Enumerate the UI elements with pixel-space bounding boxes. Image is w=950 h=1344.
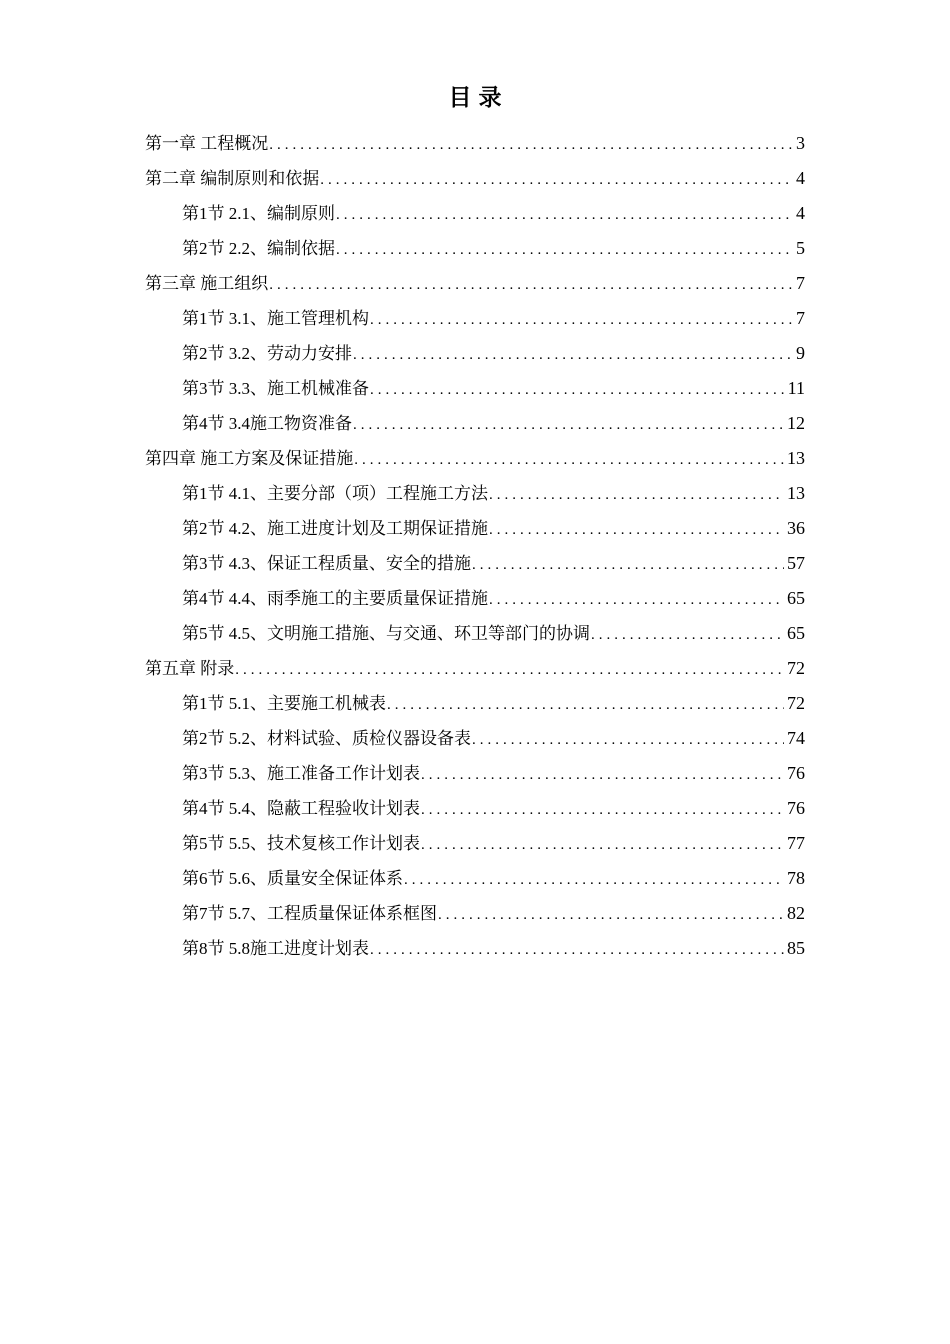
toc-entry-label: 第3节 3.3、施工机械准备 [182,379,369,398]
toc-dot-leader [352,408,784,443]
toc-entry[interactable] [145,791,805,826]
toc-page-number: 74 [787,728,805,748]
toc-entry[interactable] [145,686,805,721]
toc-list [145,126,805,966]
toc-page-number: 13 [787,448,805,468]
toc-page-number: 85 [787,938,805,958]
toc-entry[interactable] [145,406,805,441]
toc-page-number: 82 [787,903,805,923]
toc-dot-leader [369,303,793,338]
toc-entry[interactable] [145,476,805,511]
toc-entry[interactable] [145,161,805,196]
toc-entry-label: 第1节 2.1、编制原则 [182,204,335,223]
toc-entry-label: 第2节 2.2、编制依据 [182,239,335,258]
toc-entry[interactable] [145,266,805,301]
toc-entry-label: 第2节 3.2、劳动力安排 [182,344,352,363]
toc-entry[interactable] [145,371,805,406]
toc-dot-leader [590,618,784,653]
toc-dot-leader [319,163,793,198]
toc-dot-leader [335,233,793,268]
toc-page-number: 7 [796,308,805,328]
toc-entry[interactable] [145,651,805,686]
toc-entry-label: 第1节 4.1、主要分部（项）工程施工方法 [182,484,488,503]
toc-entry[interactable] [145,441,805,476]
toc-entry[interactable] [145,861,805,896]
toc-page-number: 12 [787,413,805,433]
toc-dot-leader [403,863,784,898]
toc-dot-leader [335,198,793,233]
toc-entry[interactable] [145,301,805,336]
toc-page-number: 7 [796,273,805,293]
toc-dot-leader [420,828,784,863]
toc-entry[interactable] [145,231,805,266]
toc-entry[interactable] [145,896,805,931]
toc-dot-leader [437,898,784,933]
toc-entry-label: 第一章 工程概况 [145,134,269,153]
toc-entry-label: 第4节 5.4、隐蔽工程验收计划表 [182,799,420,818]
toc-entry-label: 第三章 施工组织 [145,274,269,293]
toc-entry[interactable] [145,511,805,546]
toc-entry[interactable] [145,581,805,616]
page-title: 目录 [448,85,509,110]
toc-dot-leader [268,268,793,303]
toc-page-number: 77 [787,833,805,853]
toc-entry[interactable] [145,826,805,861]
toc-page-number: 9 [796,343,805,363]
toc-entry[interactable] [145,336,805,371]
toc-page-number: 36 [787,518,805,538]
toc-page-number: 4 [796,168,805,188]
toc-dot-leader [420,793,784,828]
toc-entry[interactable] [145,931,805,966]
toc-page-number: 5 [796,238,805,258]
toc-entry[interactable] [145,721,805,756]
toc-entry-label: 第3节 5.3、施工准备工作计划表 [182,764,420,783]
toc-entry-label: 第1节 5.1、主要施工机械表 [182,694,386,713]
toc-entry[interactable] [145,546,805,581]
toc-entry-label: 第5节 5.5、技术复核工作计划表 [182,834,420,853]
toc-dot-leader [420,758,784,793]
toc-dot-leader [488,513,784,548]
toc-dot-leader [471,548,784,583]
toc-page-number: 13 [787,483,805,503]
toc-page-number: 65 [787,588,805,608]
toc-entry[interactable] [145,616,805,651]
toc-page-number: 11 [787,378,805,398]
toc-dot-leader [234,653,784,688]
toc-entry[interactable] [145,126,805,161]
toc-page-number: 76 [787,763,805,783]
toc-entry[interactable] [145,756,805,791]
toc-page-number: 72 [787,693,805,713]
toc-entry-label: 第8节 5.8施工进度计划表 [182,939,369,958]
toc-entry-label: 第7节 5.7、工程质量保证体系框图 [182,904,437,923]
toc-entry-label: 第5节 4.5、文明施工措施、与交通、环卫等部门的协调 [182,624,590,643]
toc-entry-label: 第4节 4.4、雨季施工的主要质量保证措施 [182,589,488,608]
toc-dot-leader [353,443,784,478]
toc-dot-leader [352,338,793,373]
toc-entry-label: 第3节 4.3、保证工程质量、安全的措施 [182,554,471,573]
toc-entry-label: 第6节 5.6、质量安全保证体系 [182,869,403,888]
toc-entry-label: 第2节 4.2、施工进度计划及工期保证措施 [182,519,488,538]
toc-page-number: 65 [787,623,805,643]
toc-page-number: 4 [796,203,805,223]
toc-dot-leader [369,933,784,968]
toc-entry-label: 第4节 3.4施工物资准备 [182,414,352,433]
toc-entry-label: 第二章 编制原则和依据 [145,169,320,188]
toc-dot-leader [471,723,784,758]
toc-dot-leader [268,128,793,163]
toc-entry-label: 第2节 5.2、材料试验、质检仪器设备表 [182,729,471,748]
toc-entry-label: 第1节 3.1、施工管理机构 [182,309,369,328]
toc-page-number: 3 [796,133,805,153]
toc-entry-label: 第四章 施工方案及保证措施 [145,449,354,468]
toc-entry-label: 第五章 附录 [145,659,235,678]
toc-page-number: 57 [787,553,805,573]
toc-page-number: 72 [787,658,805,678]
toc-dot-leader [386,688,784,723]
toc-dot-leader [369,373,785,408]
toc-page-number: 76 [787,798,805,818]
toc-entry[interactable] [145,196,805,231]
toc-dot-leader [488,478,784,513]
toc-page-number: 78 [787,868,805,888]
toc-dot-leader [488,583,784,618]
